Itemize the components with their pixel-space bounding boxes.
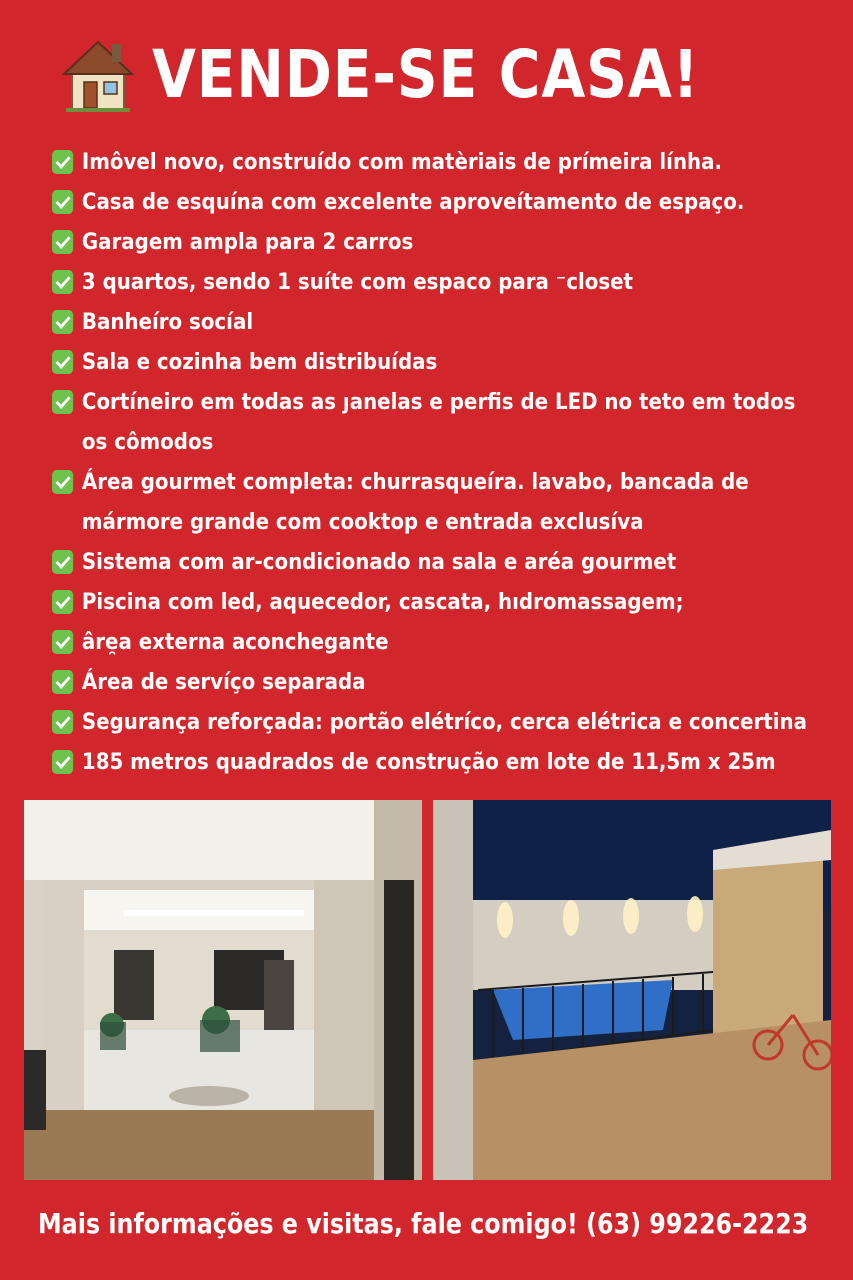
list-item xyxy=(52,462,756,542)
check-icon xyxy=(52,150,73,174)
feature-text: Área gourmet completa: churrasqueíra. lavabo, bancada de xyxy=(81,469,749,495)
list-item xyxy=(52,622,756,662)
check-icon xyxy=(52,630,73,654)
feature-text: Cortíneiro em todas as ȷanelas e perfis de LED no teto em todos xyxy=(81,389,796,415)
check-icon xyxy=(52,550,73,574)
feature-text-continued: mármore grande com cooktop e entrada exclusíva xyxy=(81,509,644,535)
check-icon xyxy=(52,390,73,414)
header xyxy=(62,30,822,120)
list-item xyxy=(52,582,756,622)
list-item xyxy=(52,382,796,462)
feature-text: 185 metros quadrados de construção em lote de 11,5m x 25m xyxy=(81,749,776,775)
list-item xyxy=(52,742,776,782)
feature-text: 3 quartos, sendo 1 suíte com espaco para ⁻closet xyxy=(81,269,634,295)
list-item xyxy=(52,302,756,342)
list-item xyxy=(52,182,756,222)
check-icon xyxy=(52,190,73,214)
list-item xyxy=(52,142,756,182)
list-item xyxy=(52,342,756,382)
feature-text: Área de servíço separada xyxy=(81,669,366,695)
check-icon xyxy=(52,470,73,494)
check-icon xyxy=(52,710,73,734)
check-icon xyxy=(52,670,73,694)
feature-text: Garagem ampla para 2 carros xyxy=(81,229,414,255)
feature-text: Banheíro socíal xyxy=(81,309,254,335)
feature-text: Imôvel novo, construído com matèriais de prímeira línha. xyxy=(81,149,723,175)
feature-list xyxy=(52,142,852,782)
feature-text: Casa de esquína com excelente aproveítamento de espaço. xyxy=(81,189,745,215)
list-item xyxy=(52,542,756,582)
feature-text: Sala e cozinha bem distribuídas xyxy=(81,349,438,375)
list-item xyxy=(52,662,756,702)
list-item xyxy=(52,702,807,742)
list-item xyxy=(52,222,756,262)
feature-text: Segurança reforçada: portão elétríco, cerca elétrica e concertina xyxy=(81,709,807,735)
check-icon xyxy=(52,590,73,614)
page-title: VENDE-SE CASA! xyxy=(152,36,700,113)
feature-text: âre̯a externa aconchegante xyxy=(81,629,389,655)
check-icon xyxy=(52,350,73,374)
contact-footer xyxy=(24,1200,844,1246)
house-icon xyxy=(62,36,134,114)
check-icon xyxy=(52,270,73,294)
contact-text: Mais informações e visitas, fale comigo! (63) 99226-2223 xyxy=(38,1206,809,1240)
interior-photo xyxy=(24,800,422,1180)
feature-text: Sistema com ar-condicionado na sala e aréa gourmet xyxy=(81,549,677,575)
pool-photo xyxy=(433,800,831,1180)
check-icon xyxy=(52,230,73,254)
check-icon xyxy=(52,750,73,774)
check-icon xyxy=(52,310,73,334)
list-item xyxy=(52,262,756,302)
feature-text-continued: os cômodos xyxy=(81,429,214,455)
feature-text: Piscina com led, aquecedor, cascata, hıdromassagem; xyxy=(81,589,684,615)
